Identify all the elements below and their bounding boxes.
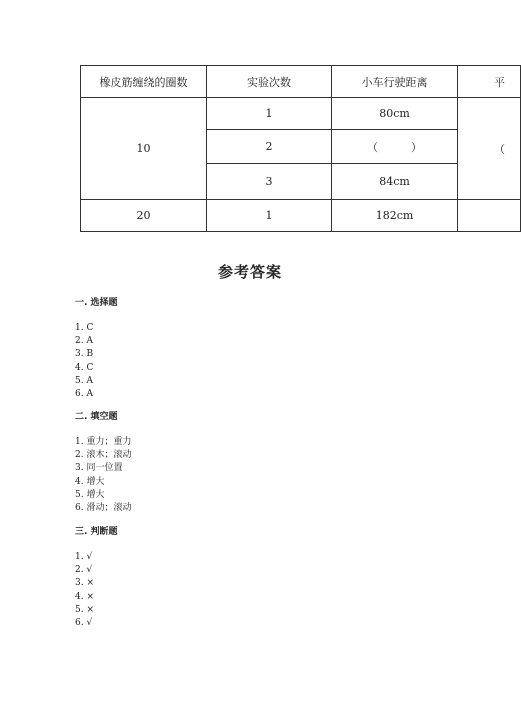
cell-trial: 1 [207, 200, 332, 232]
list-item: 3. × [75, 578, 94, 589]
header-distance: 小车行驶距离 [332, 66, 458, 98]
list-item: 3. 同一位置 [75, 463, 123, 474]
table-row [81, 98, 521, 130]
answer-section-judge [75, 524, 118, 630]
cell-trial: 3 [207, 164, 332, 200]
list-item: 6. √ [75, 617, 93, 628]
list-item: 3. B [75, 349, 94, 360]
list-item: 1. C [75, 323, 94, 333]
list-item: 6. 滑动；滚动 [75, 502, 132, 513]
header-turns: 橡皮筋缠绕的圈数 [81, 66, 207, 98]
cell-distance-blank: （ ） [332, 130, 458, 164]
cell-turns: 10 [81, 98, 207, 200]
cell-distance: 80cm [332, 98, 458, 130]
list-item: 2. A [75, 336, 93, 347]
answer-list [75, 436, 131, 515]
cell-average [458, 200, 521, 232]
answer-section-fill [75, 409, 131, 515]
answer-section-choice [75, 295, 118, 401]
cell-average-blank: （ [458, 98, 521, 200]
section-heading: 三. 判断题 [75, 527, 118, 537]
section-heading: 一. 选择题 [75, 298, 118, 308]
cell-distance: 84cm [332, 164, 458, 200]
cell-distance: 182cm [332, 200, 458, 232]
experiment-table [80, 65, 521, 232]
cell-trial: 2 [207, 130, 332, 164]
cell-trial: 1 [207, 98, 332, 130]
list-item: 1. √ [75, 552, 93, 562]
list-item: 2. 滚木；滚动 [75, 450, 132, 461]
answer-title: 参考答案 [217, 263, 282, 281]
answer-list [75, 551, 118, 630]
list-item: 4. C [75, 362, 94, 373]
section-heading: 二. 填空题 [75, 412, 118, 422]
list-item: 4. × [75, 591, 94, 602]
table-header-row [81, 66, 521, 98]
header-trial: 实验次数 [207, 66, 332, 98]
list-item: 5. × [75, 604, 94, 615]
cell-turns: 20 [81, 200, 207, 232]
list-item: 1. 重力；重力 [75, 437, 132, 447]
experiment-table-wrapper [80, 65, 520, 232]
header-average: 平 [458, 66, 521, 98]
list-item: 6. A [75, 388, 93, 399]
table-row [81, 200, 521, 232]
list-item: 4. 增大 [75, 476, 105, 487]
list-item: 5. A [75, 375, 93, 386]
list-item: 2. √ [75, 565, 93, 576]
answer-list [75, 322, 118, 401]
list-item: 5. 增大 [75, 489, 105, 500]
